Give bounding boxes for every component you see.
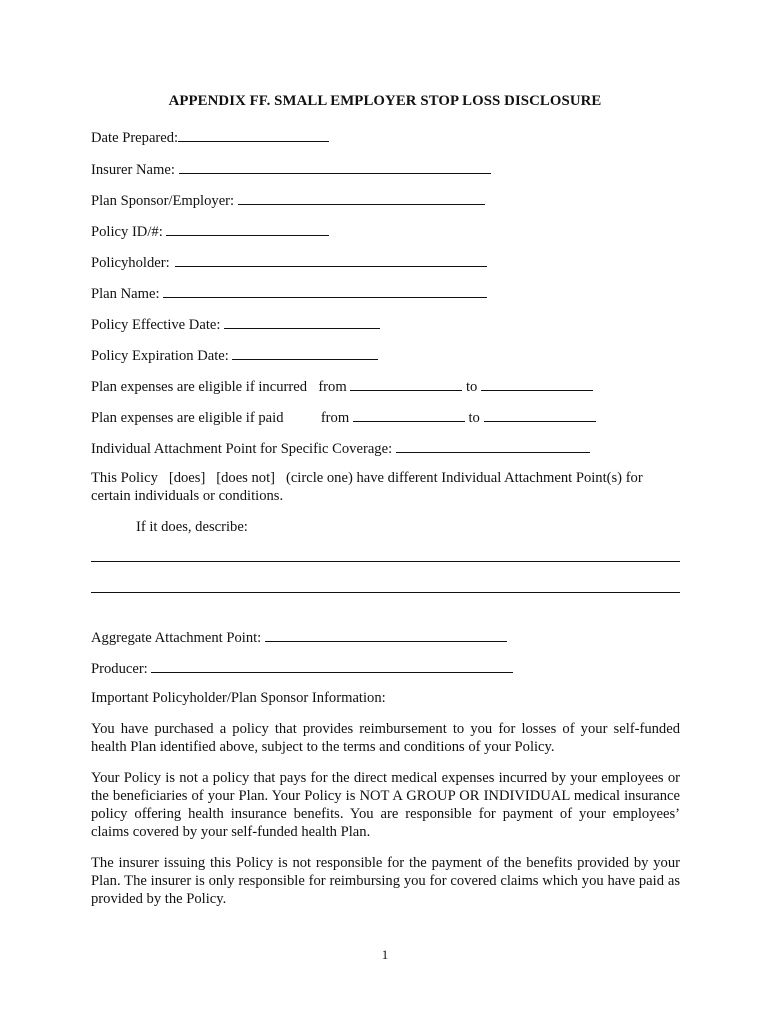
aggregate-attachment-label: Aggregate Attachment Point: [91, 630, 262, 646]
plan-name-label: Plan Name: [91, 286, 160, 302]
paragraph-not-medical-policy: Your Policy is not a policy that pays for the direct medical expenses incurred by your employees or the beneficiaries of your Plan. Your Policy is NOT A GROUP OR INDIVIDUAL medical insurance policy offering health insurance benefits. You are responsible for payment of your employees’ claims covered by your self-funded health Plan. [91, 770, 680, 840]
policyholder-label: Policyholder: [91, 255, 170, 271]
producer-label: Producer: [91, 661, 148, 677]
insurer-name-label: Insurer Name: [91, 162, 175, 178]
page-title: APPENDIX FF. SMALL EMPLOYER STOP LOSS DISCLOSURE [168, 93, 602, 109]
insurer-name-blank[interactable] [179, 160, 491, 174]
expiration-date-blank[interactable] [232, 346, 378, 360]
date-prepared-row [91, 128, 329, 147]
plan-name-row [91, 284, 487, 303]
paid-from-blank[interactable] [353, 408, 465, 422]
individual-attachment-row [91, 439, 590, 458]
policyholder-blank[interactable] [175, 253, 487, 267]
policyholder-row [91, 253, 487, 272]
paid-to-blank[interactable] [484, 408, 596, 422]
effective-date-blank[interactable] [224, 315, 380, 329]
effective-date-row [91, 315, 380, 334]
individual-attachment-blank[interactable] [396, 439, 590, 453]
paid-from-label: from [320, 410, 350, 426]
paragraph-insurer-responsibility: The insurer issuing this Policy is not responsible for the payment of the benefits provided by your Plan. The insurer is only responsible for reimbursing you for covered claims which you have paid as provided by the Policy. [91, 855, 680, 907]
policy-id-row [91, 222, 329, 241]
incurred-to-label: to [466, 379, 478, 395]
expiration-date-label: Policy Expiration Date: [91, 348, 229, 364]
aggregate-attachment-blank[interactable] [265, 628, 507, 642]
individual-attachment-label: Individual Attachment Point for Specific Coverage: [91, 441, 393, 457]
date-prepared-blank[interactable] [178, 128, 329, 142]
incurred-from-label: from [318, 379, 347, 395]
date-prepared-label: Date Prepared: [91, 130, 179, 146]
expiration-date-row [91, 346, 378, 365]
describe-line-2[interactable] [91, 592, 680, 593]
describe-line-1[interactable] [91, 561, 680, 562]
page-number: 1 [381, 947, 389, 962]
paid-row [91, 408, 596, 427]
incurred-to-blank[interactable] [481, 377, 593, 391]
insurer-name-row [91, 160, 491, 179]
producer-blank[interactable] [151, 659, 513, 673]
aggregate-attachment-row [91, 628, 507, 647]
producer-row [91, 659, 513, 678]
paragraph-reimbursement: You have purchased a policy that provides reimbursement to you for losses of your self-funded health Plan identified above, subject to the terms and conditions of your Policy. [91, 721, 680, 755]
plan-sponsor-blank[interactable] [238, 191, 485, 205]
policy-statement-line-2: certain individuals or conditions. [91, 488, 284, 504]
incurred-row [91, 377, 593, 396]
incurred-from-blank[interactable] [350, 377, 462, 391]
plan-sponsor-row [91, 191, 485, 210]
plan-name-blank[interactable] [163, 284, 487, 298]
plan-sponsor-label: Plan Sponsor/Employer: [91, 193, 235, 209]
describe-label: If it does, describe: [136, 519, 248, 535]
incurred-label: Plan expenses are eligible if incurred [91, 379, 307, 395]
paid-label: Plan expenses are eligible if paid [91, 410, 284, 426]
effective-date-label: Policy Effective Date: [91, 317, 221, 333]
policy-id-blank[interactable] [166, 222, 329, 236]
paid-to-label: to [468, 410, 480, 426]
info-heading: Important Policyholder/Plan Sponsor Information: [91, 690, 386, 706]
policy-id-label: Policy ID/#: [91, 224, 163, 240]
policy-statement-line-1: This Policy [does] [does not] (circle one) have different Individual Attachment Point(s) for [91, 470, 643, 486]
